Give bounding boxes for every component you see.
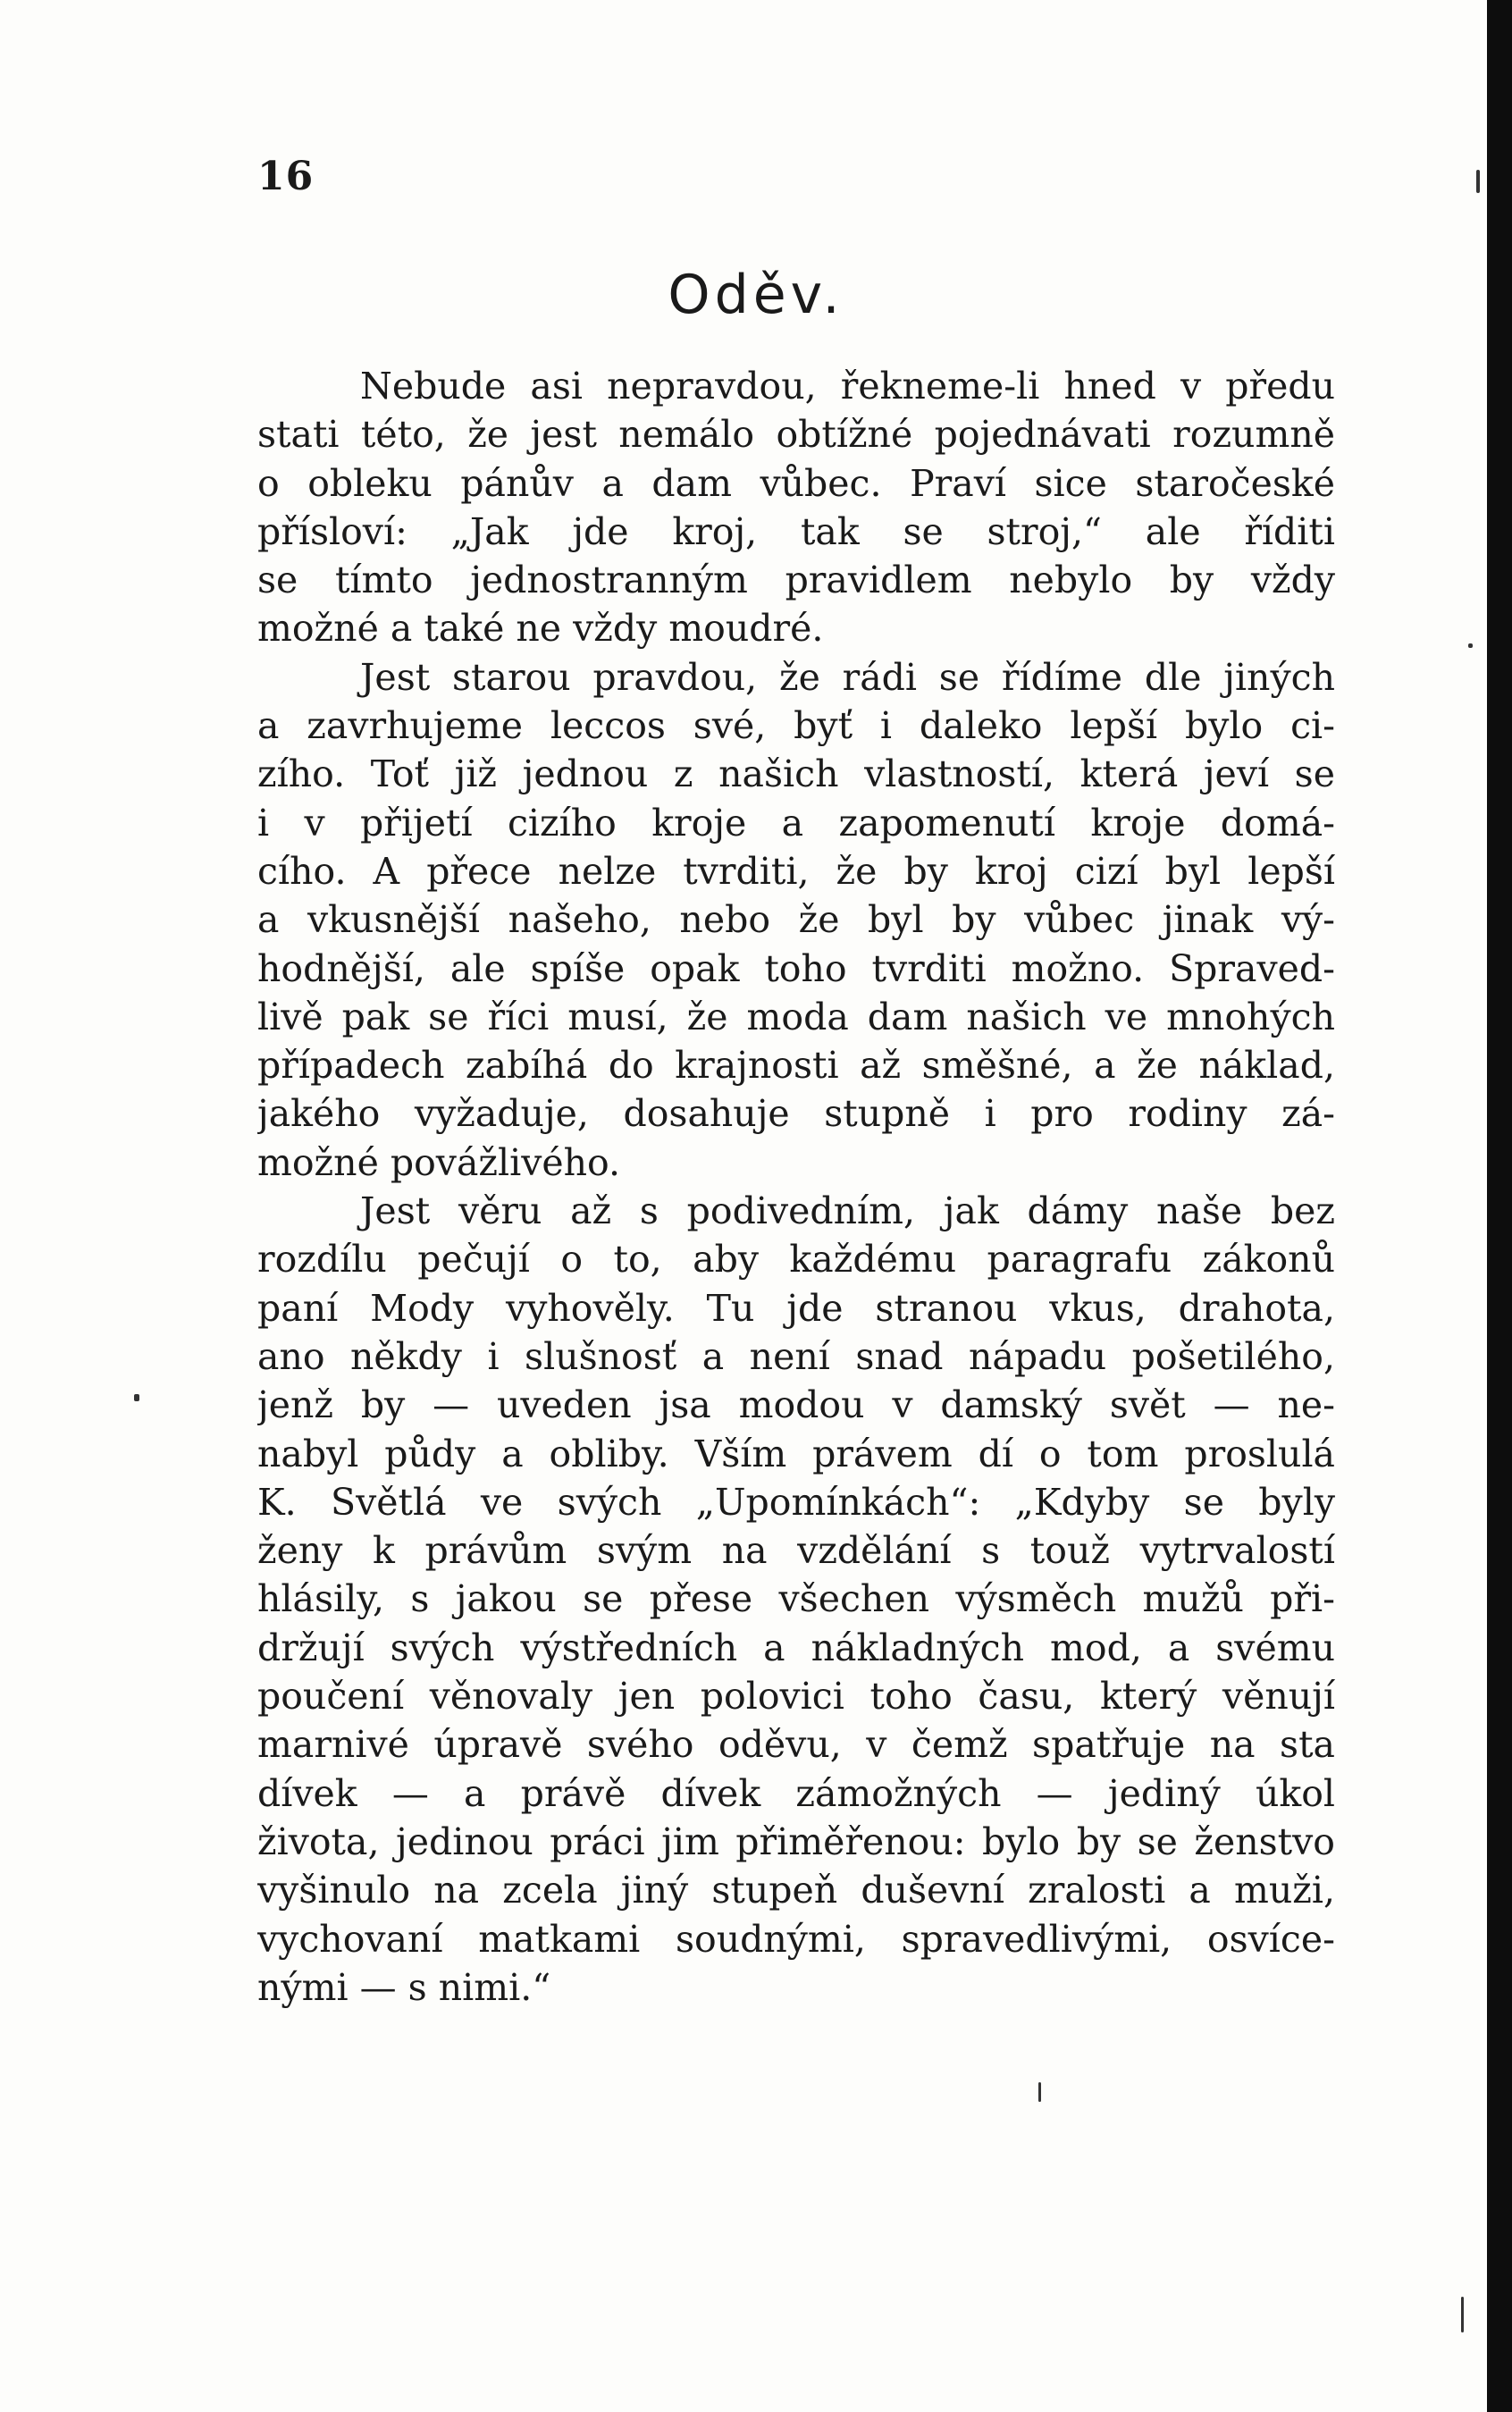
text-line: rozdílu pečují o to, aby každému paragrafu zákonů [257, 1238, 1335, 1282]
scan-speck [134, 1394, 139, 1401]
text-line: přísloví: „Jak jde kroj, tak se stroj,“ ale říditi [257, 509, 1335, 553]
text-line: hlásily, s jakou se přese všechen výsměch mužů při- [257, 1577, 1335, 1621]
text-line: dívek — a právě dívek zámožných — jediný úkol [257, 1771, 1335, 1815]
text-line: a zavrhujeme leccos své, byť i daleko lepší bylo ci- [257, 704, 1335, 748]
scan-speck [1038, 2082, 1041, 2102]
text-line: livě pak se říci musí, že moda dam našich ve mnohých [257, 995, 1335, 1038]
text-line: stati této, že jest nemálo obtížné pojednávati rozumně [257, 413, 1335, 457]
scan-edge-border [1487, 0, 1512, 2412]
text-line: cího. A přece nelze tvrditi, že by kroj cizí byl lepší [257, 849, 1335, 893]
paragraph [257, 653, 1335, 1187]
text-line: hodnější, ale spíše opak toho tvrditi možno. Spraved- [257, 946, 1335, 990]
text-line: života, jedinou práci jim přiměřenou: bylo by se ženstvo [257, 1820, 1335, 1863]
text-line: Nebude asi nepravdou, řekneme-li hned v předu [360, 365, 1335, 408]
text-line: jenž by — uveden jsa modou v damský svět — ne- [257, 1383, 1335, 1427]
paragraph [257, 362, 1335, 653]
paragraph [257, 1187, 1335, 2012]
text-line: Jest starou pravdou, že rádi se řídíme dle jiných [360, 655, 1335, 699]
text-line: marnivé úpravě svého oděvu, v čemž spatřuje na sta [257, 1723, 1335, 1767]
text-line: ano někdy i slušnosť a není snad nápadu pošetilého, [257, 1334, 1335, 1378]
text-line: i v přijetí cizího kroje a zapomenutí kroje domá- [257, 801, 1335, 845]
scan-speck [1468, 643, 1473, 648]
text-line: K. Světlá ve svých „Upomínkách“: „Kdyby se byly [257, 1480, 1335, 1524]
scan-speck [1476, 170, 1480, 193]
text-line: jakého vyžaduje, dosahuje stupně i pro rodiny zá- [257, 1092, 1335, 1136]
scan-speck [1461, 2297, 1464, 2332]
text-line: vyšinulo na zcela jiný stupeň duševní zralosti a muži, [257, 1869, 1335, 1912]
text-line: zího. Toť již jednou z našich vlastností, která jeví se [257, 752, 1335, 796]
page-number: 16 [257, 154, 315, 199]
text-line: nými — s nimi.“ [257, 1965, 551, 2009]
text-line: nabyl půdy a obliby. Vším právem dí o tom proslulá [257, 1432, 1335, 1475]
text-line: a vkusnější našeho, nebo že byl by vůbec jinak vý- [257, 898, 1335, 942]
text-line: Jest věru až s podivedním, jak dámy naše bez [360, 1189, 1335, 1233]
text-line: možné povážlivého. [257, 1140, 621, 1184]
text-line: případech zabíhá do krajnosti až směšné, a že náklad, [257, 1044, 1335, 1088]
text-line: se tímto jednostranným pravidlem nebylo by vždy [257, 559, 1335, 602]
text-line: poučení věnovaly jen polovici toho času, který věnují [257, 1675, 1335, 1719]
text-line: paní Mody vyhověly. Tu jde stranou vkus, drahota, [257, 1286, 1335, 1330]
text-line: vychovaní matkami soudnými, spravedlivými, osvíce- [257, 1917, 1335, 1961]
text-line: o obleku pánův a dam vůbec. Praví sice staročeské [257, 461, 1335, 505]
text-line: držují svých výstředních a nákladných mod, a svému [257, 1626, 1335, 1669]
text-line: ženy k právům svým na vzdělání s touž vytrvalostí [257, 1529, 1335, 1573]
chapter-title: Oděv. [668, 264, 844, 326]
text-line: možné a také ne vždy moudré. [257, 607, 824, 651]
body-text [257, 362, 1335, 2012]
